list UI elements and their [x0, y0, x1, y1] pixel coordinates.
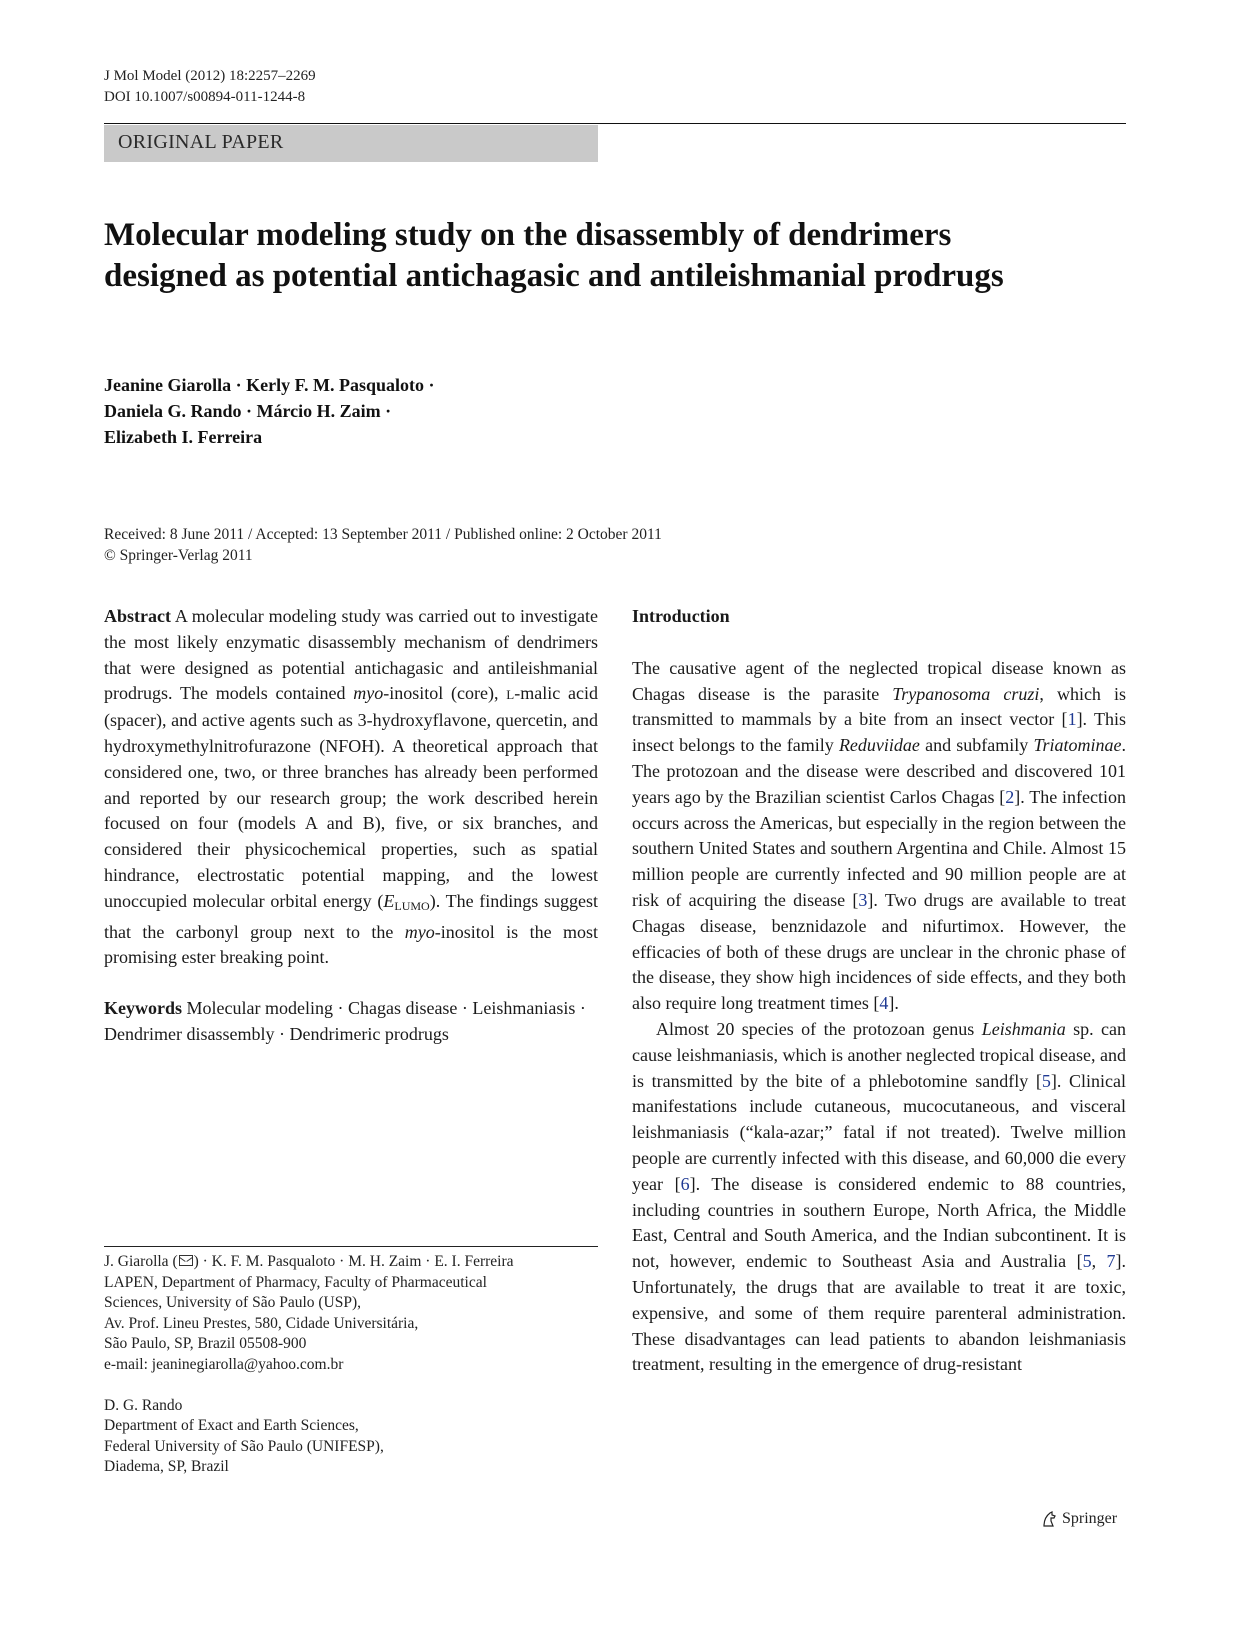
doi: DOI 10.1007/s00894-011-1244-8 — [104, 89, 306, 105]
intro-paragraph: Almost 20 species of the protozoan genus Leishmania sp. can cause leishmaniasis, which is another neglected tropical disease, and is transmitted by the bite of a phlebotomine sandfly [5]. Clinical manifestations include cutaneous, mucocutaneous, and visceral leishmaniasis (“kala-azar;” fatal if not treated). Twelve million people are currently infected with this disease, and 60,000 die every year [6]. The disease is considered endemic to 88 countries, including countries in southern Europe, North Africa, the Middle East, Central and South America, and the Indian subcontinent. It is not, however, endemic to Southeast Asia and Australia [5, 7]. Unfortunately, the drugs that are available to treat it are toxic, expensive, and some of them require parenteral administration. These disadvantages can lead patients to abandon leishmaniasis treatment, resulting in the emergence of drug-resistant — [632, 1018, 1127, 1375]
section-heading-introduction: Introduction — [632, 606, 730, 626]
citation-link[interactable]: 2 — [1005, 786, 1015, 807]
citation-link[interactable]: 6 — [680, 1173, 690, 1194]
citation-link[interactable]: 7 — [1106, 1251, 1116, 1272]
publisher-name: Springer — [1062, 1510, 1118, 1527]
affiliations — [104, 1252, 598, 1478]
citation-link[interactable]: 5 — [1082, 1251, 1092, 1272]
left-column — [104, 604, 598, 1048]
author-list — [104, 372, 804, 450]
keywords-label: Keywords — [104, 998, 182, 1019]
intro-paragraph: The causative agent of the neglected tropical disease known as Chagas disease is the parasite Trypanosoma cruzi, which is transmitted to mammals by a bite from an insect vector [1]. This insect belongs to the family Reduviidae and subfamily Triatominae. The protozoan and the disease were described and discovered 101 years ago by the Brazilian scientist Carlos Chagas [2]. The infection occurs across the Americas, but especially in the region between the southern United States and southern Argentina and Chile. Almost 15 million people are currently infected and 90 million people are at risk of acquiring the disease [3]. Two drugs are available to treat Chagas disease, benznidazole and nifurtimox. However, the efficacies of both of these drugs are unclear in the chronic phase of the disease, they show high incidences of side effects, and they both also require long treatment times [4]. — [632, 657, 1127, 1014]
email[interactable]: e-mail: jeaninegiarolla@yahoo.com.br — [104, 1355, 344, 1373]
abstract: Abstract A molecular modeling study was carried out to investigate the most likely enzymatic disassembly mechanism of dendrimers that were designed as potential antichagasic and antileishmanial prodrugs. The models contained myo-inositol (core), L-malic acid (spacer), and active agents such as 3-hydroxyflavone, quercetin, and hydroxymethylnitrofurazone (NFOH). A theoretical approach that considered one, two, or three branches has already been performed and reported by our research group; the work described herein focused on four (models A and B), five, or six branches, and considered their physicochemical properties, such as spatial hindrance, electrostatic potential mapping, and the lowest unoccupied molecular orbital energy $(E_{LUMO})$. The findings suggest that the carbonyl group next to the myo-inositol is the most promising ester breaking point. — [104, 606, 599, 968]
affiliation-block: D. G. Rando Department of Exact and Earth Sciences, Federal University of São Paulo (UNIFESP), Diadema, SP, Brazil — [104, 1396, 384, 1476]
abstract-label: Abstract — [104, 606, 171, 626]
author-line: Daniela G. Rando · Márcio H. Zaim · — [104, 401, 392, 421]
right-column — [632, 604, 1126, 1378]
citation-link[interactable]: 3 — [858, 889, 868, 910]
copyright: © Springer-Verlag 2011 — [104, 547, 253, 564]
citation-link[interactable]: 5 — [1041, 1070, 1051, 1091]
author-line: Elizabeth I. Ferreira — [104, 427, 263, 447]
publisher-mark — [1040, 1510, 1117, 1528]
citation-link[interactable]: 4 — [879, 993, 889, 1014]
journal-citation: J Mol Model (2012) 18:2257–2269 — [104, 68, 316, 84]
keywords: Keywords Molecular modeling · Chagas disease · Leishmaniasis · Dendrimer disassembly · Dendrimeric prodrugs — [104, 998, 586, 1044]
author-line: Jeanine Giarolla · Kerly F. M. Pasqualoto · — [104, 375, 435, 395]
springer-horse-icon — [1040, 1510, 1058, 1528]
section-tag: ORIGINAL PAPER — [104, 125, 598, 162]
publication-dates — [104, 524, 1004, 566]
history-dates: Received: 8 June 2011 / Accepted: 13 September 2011 / Published online: 2 October 2011 — [104, 526, 662, 543]
citation-link[interactable]: 1 — [1067, 709, 1077, 730]
envelope-icon — [179, 1255, 193, 1266]
affiliation-block: J. Giarolla ( ) · K. F. M. Pasqualoto · M. H. Zaim · E. I. Ferreira LAPEN, Department of Pharmacy, Faculty of Pharmaceutical Sciences, University of São Paulo (USP), Av. Prof. Lineu Prestes, 580, Cidade Universitária, São Paulo, SP, Brazil 05508-900 e-mail: jeaninegiarolla@yahoo.com.br — [104, 1252, 598, 1376]
header-rule — [104, 123, 1126, 124]
article-title: Molecular modeling study on the disassembly of dendrimers designed as potential antichagasic and antileishmanial prodrugs — [104, 217, 1004, 294]
affiliation-rule — [104, 1246, 598, 1247]
